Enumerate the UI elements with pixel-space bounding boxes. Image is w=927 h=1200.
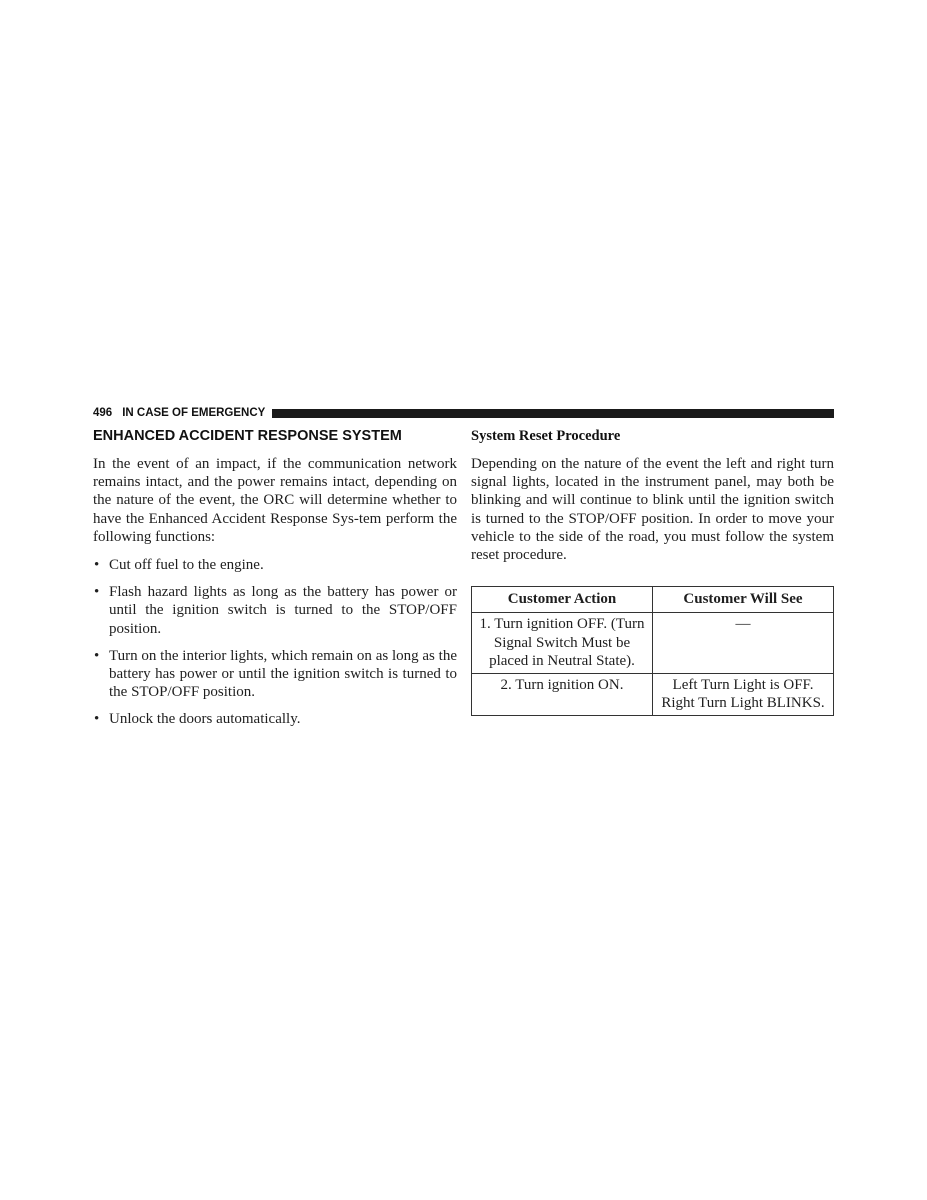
column-header: Customer Will See xyxy=(653,587,834,613)
table-cell: — xyxy=(653,613,834,674)
table-cell: 2. Turn ignition ON. xyxy=(472,674,653,716)
reset-procedure-table xyxy=(471,586,834,716)
bullet-icon: • xyxy=(94,557,100,574)
section-title: IN CASE OF EMERGENCY xyxy=(122,407,266,419)
header-rule xyxy=(272,409,834,418)
intro-paragraph: In the event of an impact, if the communication network remains intact, and the power remains intact, depending on the nature of the event, the ORC will determine whether to have the Enhanced Accident Response Sys-tem perform the following functions: xyxy=(93,456,457,545)
section-heading: ENHANCED ACCIDENT RESPONSE SYSTEM xyxy=(93,428,402,444)
list-item: • Flash hazard lights as long as the battery has power or until the ignition switch is turned to the STOP/OFF position. xyxy=(94,584,457,637)
table-cell: Left Turn Light is OFF. Right Turn Light BLINKS. xyxy=(653,674,834,716)
table-header-row xyxy=(472,587,834,613)
bullet-icon: • xyxy=(94,647,100,664)
bullet-icon: • xyxy=(94,584,100,601)
table-row xyxy=(472,613,834,674)
list-item: • Turn on the interior lights, which remain on as long as the battery has power or until the ignition switch is turned to the STOP/OFF position. xyxy=(94,647,457,701)
column-header: Customer Action xyxy=(472,587,653,613)
function-list xyxy=(93,556,457,729)
left-column xyxy=(93,426,457,738)
list-item: • Cut off fuel to the engine. xyxy=(94,557,264,574)
page-number: 496 xyxy=(93,407,113,419)
reset-paragraph: Depending on the nature of the event the left and right turn signal lights, located in the instrument panel, may both be blinking and will continue to blink until the ignition switch is turned to the STOP/OFF position. In order to move your vehicle to the side of the road, you must follow the system reset procedure. xyxy=(471,456,834,564)
table-cell: 1. Turn ignition OFF. (Turn Signal Switch Must be placed in Neutral State). xyxy=(472,613,653,674)
list-item: • Unlock the doors automatically. xyxy=(94,711,301,728)
bullet-icon: • xyxy=(94,711,100,728)
subsection-heading: System Reset Procedure xyxy=(471,428,621,444)
running-header xyxy=(93,405,834,421)
table-row xyxy=(472,674,834,716)
right-column xyxy=(471,426,834,716)
